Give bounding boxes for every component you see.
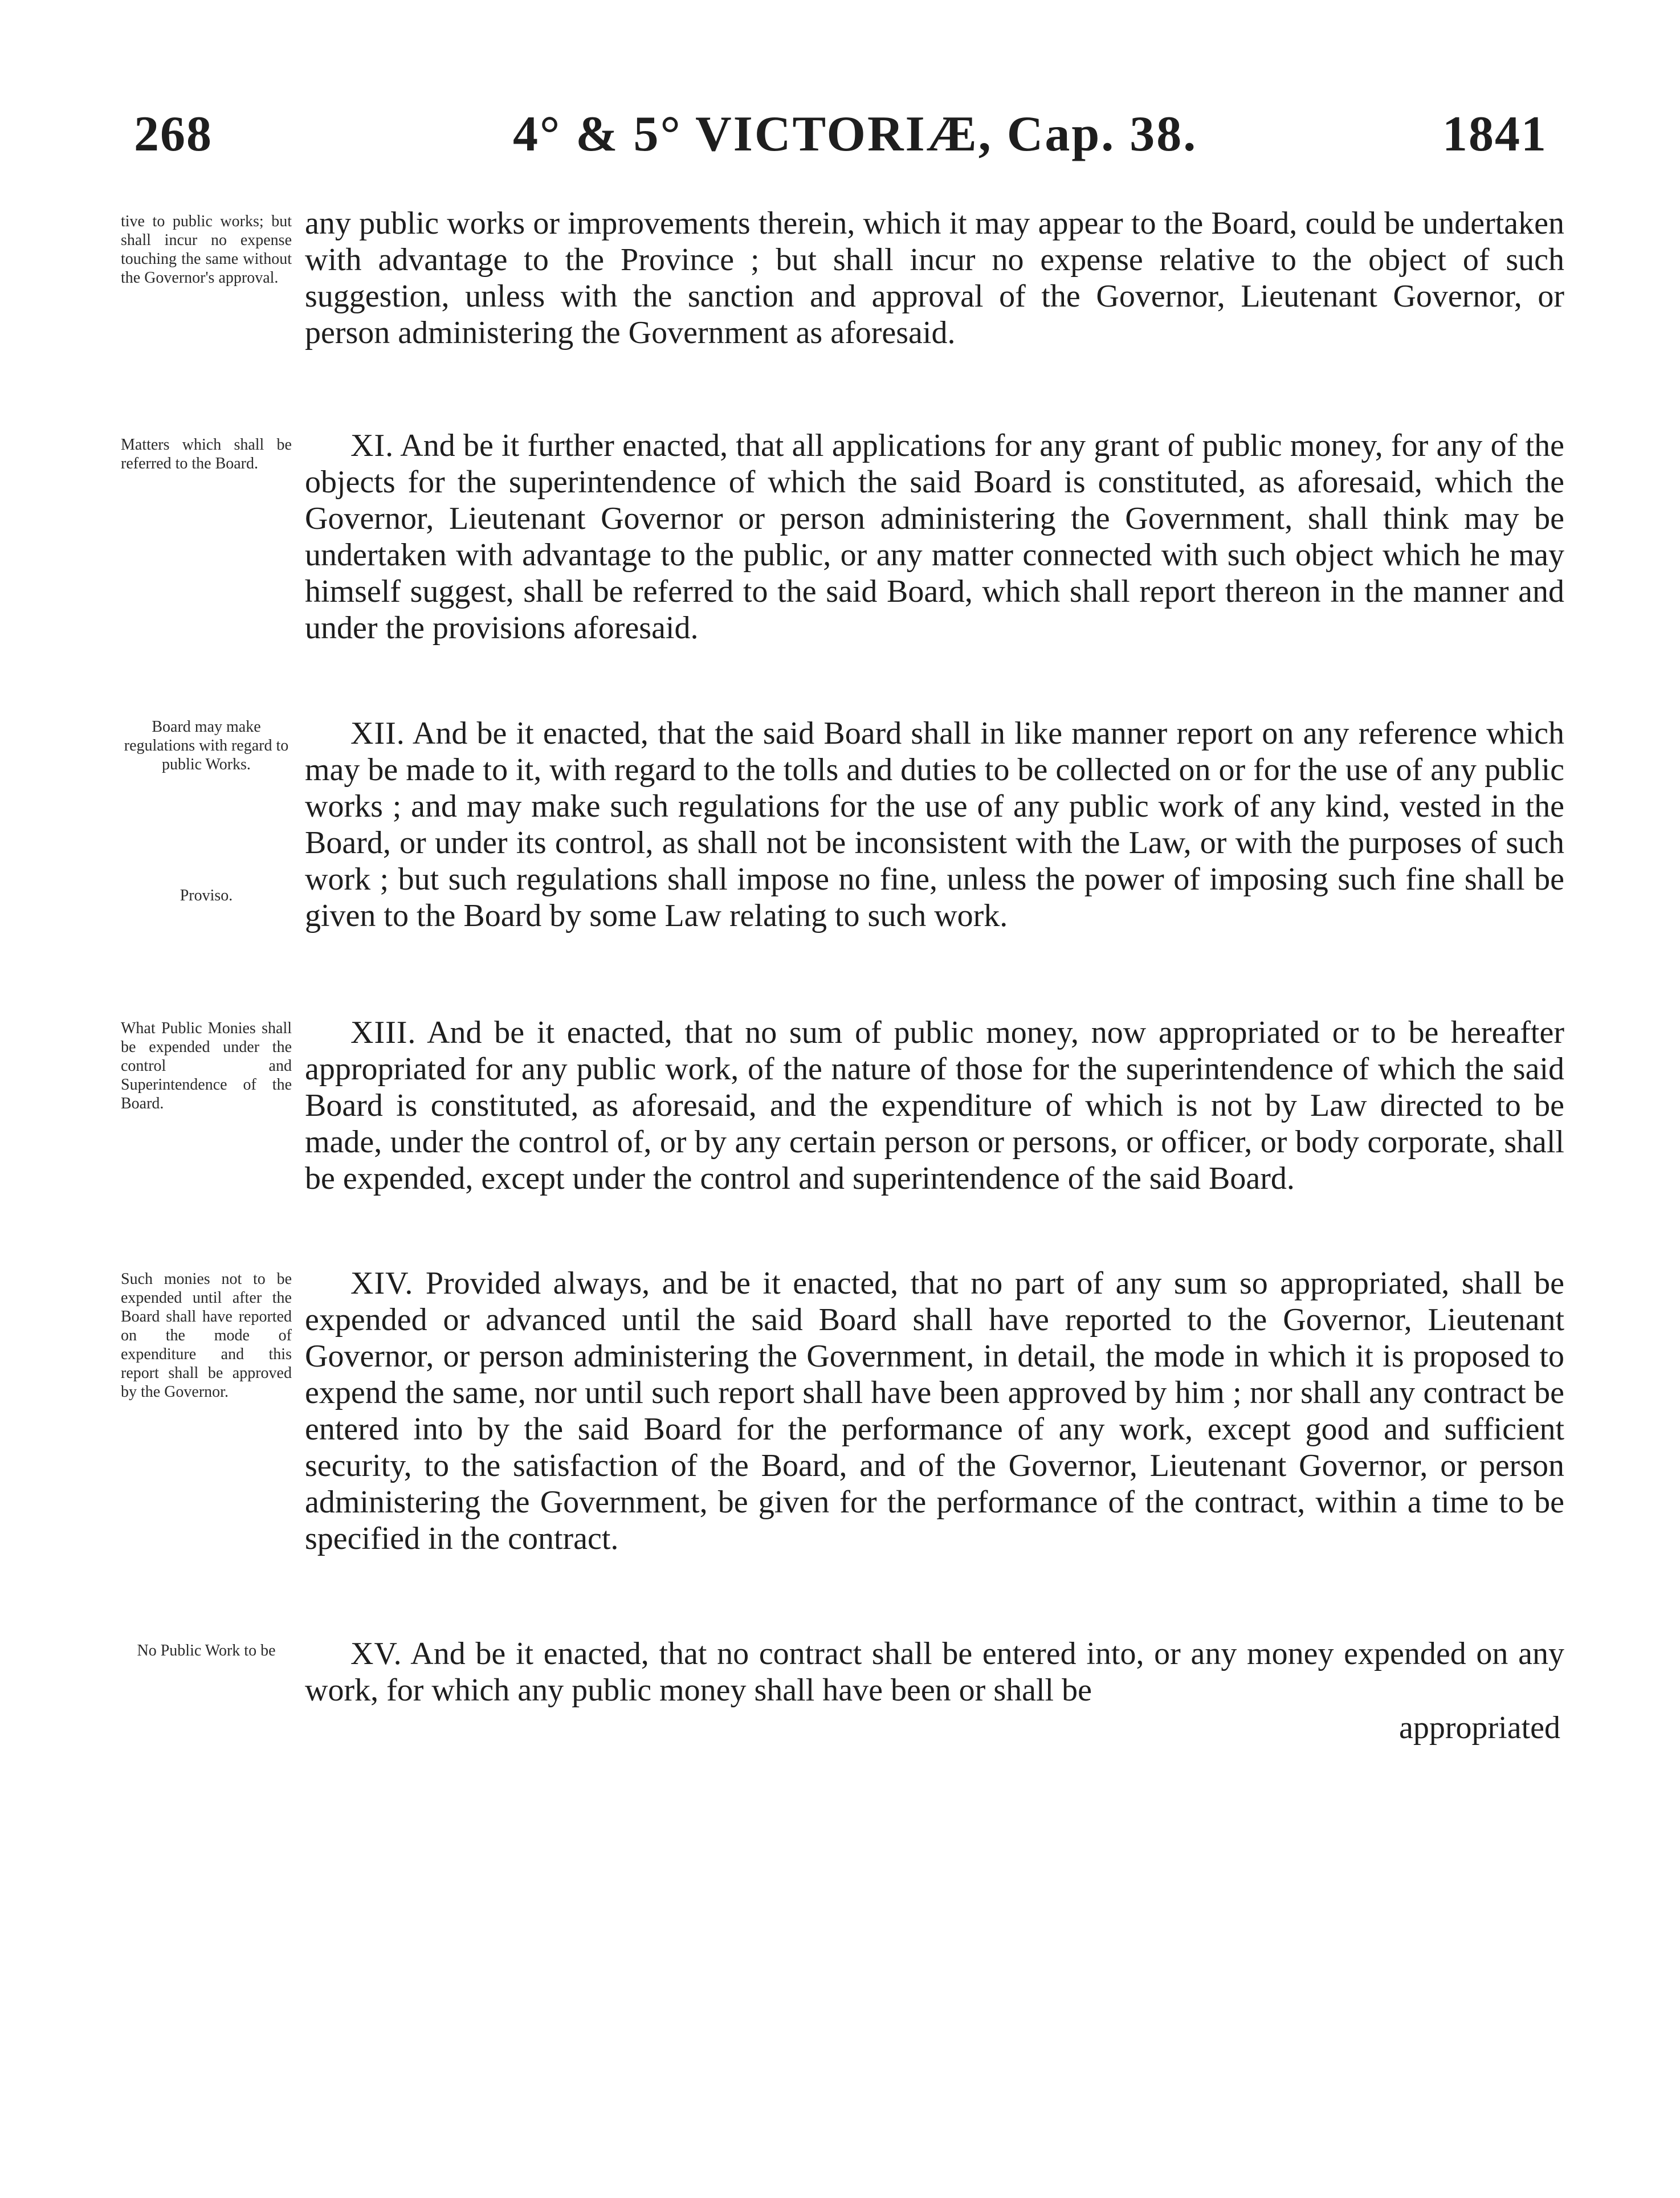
- section-number: XII.: [350, 716, 405, 751]
- section-body: And be it enacted, that no sum of public money, now appropriated or to be hereafter appropriated for any public work, of the nature of those for the superintendence of which the said Board is constituted, as aforesaid, and the expenditure of which is not by Law directed to be made, under the control of, or by any certain person or persons, or officer, or body corporate, shall be expended, except under the control and superintendence of the said Board.: [305, 1015, 1564, 1196]
- margin-note: No Public Work to be: [137, 1642, 276, 1659]
- section-number: XV.: [350, 1636, 402, 1671]
- section-body: And be it enacted, that no contract shall be entered into, or any money expended on any work, for which any public money shall have been or shall be: [305, 1636, 1564, 1708]
- section-number: XIV.: [350, 1266, 414, 1301]
- section-text: [305, 1014, 1564, 1197]
- section-text: [305, 205, 1564, 351]
- margin-note: Matters which shall be referred to the Board.: [121, 436, 292, 472]
- page-number: 268: [134, 107, 213, 162]
- section-body: any public works or improvements therein, which it may appear to the Board, could be undertaken with advantage to the Province ; but shall incur no expense relative to the object of such suggestion, unless with the sanction and approval of the Governor, Lieutenant Governor, or person administering the Government as aforesaid.: [305, 206, 1564, 350]
- section-number: XI.: [350, 428, 394, 463]
- section-text: [305, 715, 1564, 934]
- section-text: [305, 1636, 1564, 1708]
- section-text: [305, 1265, 1564, 1557]
- margin-note: Such monies not to be expended until after the Board shall have reported on the mode of expenditure and this report shall be approved by the Governor.: [121, 1270, 292, 1401]
- margin-note: Board may make regulations with regard to public Works.: [124, 718, 289, 773]
- section-body: And be it further enacted, that all applications for any grant of public money, for any of the objects for the superintendence of which the said Board is constituted, as aforesaid, which the Governor, Lieutenant Governor or person administering the Government, shall think may be undertaken with advantage to the public, or any matter connected with such object which he may himself suggest, shall be referred to the said Board, which shall report thereon in the manner and under the provisions aforesaid.: [305, 428, 1564, 646]
- page-header: [134, 105, 1564, 168]
- section-text: [305, 427, 1564, 646]
- section-body: Provided always, and be it enacted, that no part of any sum so appropriated, shall be expended or advanced until the said Board shall have reported to the Governor, Lieutenant Governor, or person administering the Government, in detail, the mode in which it is proposed to expend the same, nor until such report shall have been approved by him ; nor shall any contract be entered into by the said Board for the performance of any work, except good and sufficient security, to the satisfaction of the Board, and of the Governor, Lieutenant Governor, or person administering the Government, be given for the performance of the contract, within a time to be specified in the contract.: [305, 1266, 1564, 1556]
- section-body: And be it enacted, that the said Board shall in like manner report on any reference which may be made to it, with regard to the tolls and duties to be collected on or for the use of any public works ; and may make such regulations for the use of any public work of any kind, vested in the Board, or under its control, as shall not be inconsistent with the Law, or with the purposes of such work ; but such regulations shall impose no fine, unless the power of imposing such fine shall be given to the Board by some Law relating to such work.: [305, 716, 1564, 933]
- margin-note-proviso: Proviso.: [180, 887, 233, 904]
- header-year: 1841: [1442, 107, 1547, 162]
- running-title: 4° & 5° VICTORIÆ, Cap. 38.: [513, 107, 1198, 162]
- margin-note: What Public Monies shall be expended under the control and Superintendence of the Board.: [121, 1020, 292, 1112]
- margin-note: tive to public works; but shall incur no expense touching the same without the Governor's approval.: [121, 213, 292, 287]
- section-number: XIII.: [350, 1015, 417, 1050]
- catchword: appropriated: [1399, 1710, 1560, 1746]
